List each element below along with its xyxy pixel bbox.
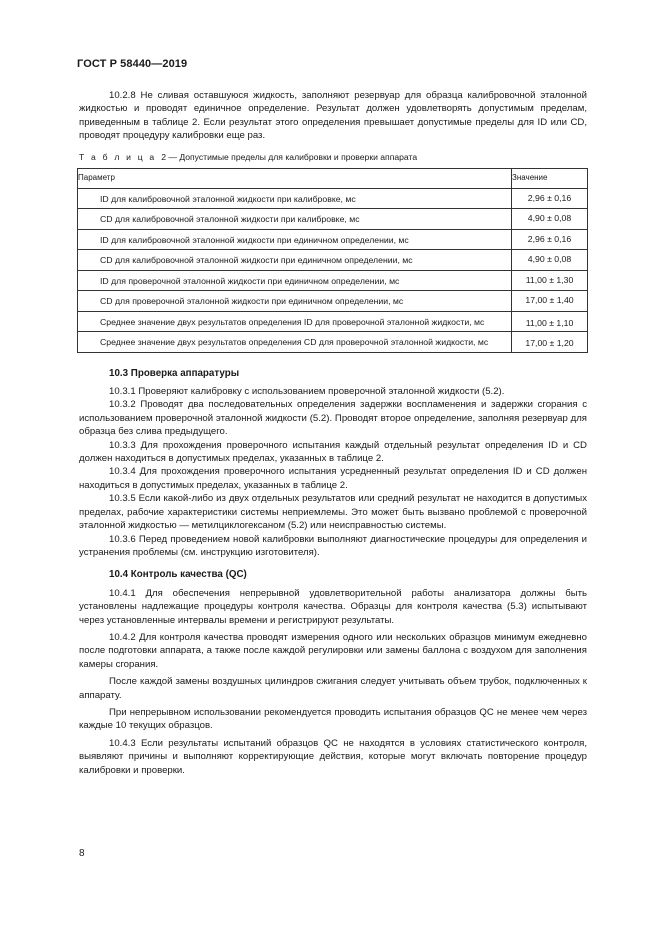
param-cell: Среднее значение двух результатов определения ID для проверочной эталонной жидкости, мс: [78, 311, 512, 332]
page-number: 8: [79, 848, 85, 859]
param-cell: CD для калибровочной эталонной жидкости при калибровке, мс: [78, 209, 512, 230]
table-caption-text: 2 — Допустимые пределы для калибровки и проверки аппарата: [161, 151, 418, 162]
table-row: [78, 270, 588, 291]
param-cell: ID для калибровочной эталонной жидкости при калибровке, мс: [78, 188, 512, 209]
table-row: [78, 311, 588, 332]
paragraph-10-3-1: 10.3.1 Проверяют калибровку с использованием проверочной эталонной жидкости (5.2).: [109, 386, 505, 398]
param-cell: Среднее значение двух результатов определения CD для проверочной эталонной жидкости, мс: [78, 332, 512, 353]
table-header-row: [78, 168, 588, 188]
paragraph-10-3-2: 10.3.2 Проводят два последовательных определения задержки воспламенения и задержки сгорания с использованием проверочной эталонной жидкости (5.2). Проводят второе определение, заполняя резервуар для образца без слива предыдущего.: [79, 399, 587, 438]
table-row: [78, 209, 588, 230]
paragraph-10-4-3: 10.4.3 Если результаты испытаний образцов QC не находятся в условиях статистического контроля, выявляют причины и выполняют корректирующие действия, которые могут включать повторение процедур калибровки и проверки.: [79, 737, 587, 776]
value-cell: 4,90 ± 0,08: [512, 209, 588, 230]
limits-table: [77, 168, 588, 353]
table-caption-label: Т а б л и ц а: [79, 151, 157, 162]
document-header: ГОСТ Р 58440—2019: [77, 58, 188, 70]
paragraph-10-4-1: 10.4.1 Для обеспечения непрерывной удовлетворительной работы анализатора должны быть установлены надлежащие процедуры контроля качества. Образцы для контроля качества (5.3) испытывают через установленные интервалы времени и регистрируют результаты.: [79, 587, 587, 626]
table-caption: [79, 151, 587, 163]
table-row: [78, 188, 588, 209]
value-cell: 17,00 ± 1,40: [512, 291, 588, 312]
table-row: [78, 332, 588, 353]
paragraph-10-3-4: 10.3.4 Для прохождения проверочного испытания усредненный результат определения ID и CD должен находиться в допустимых пределах, указанных в таблице 2.: [79, 466, 587, 491]
value-cell: 4,90 ± 0,08: [512, 250, 588, 271]
section-heading-10-4: 10.4 Контроль качества (QC): [109, 569, 247, 581]
param-cell: CD для калибровочной эталонной жидкости при единичном определении, мс: [78, 250, 512, 271]
paragraph-10-2-8: 10.2.8 Не сливая оставшуюся жидкость, заполняют резервуар для образца калибровочной эталонной жидкостью и проводят единичное определение. Результат должен удовлетворять допустимым пределам, приведенным в таблице 2. Если результат этого определения превышает допустимые пределы для ID или CD, проводят процедуру калибровки еще раз.: [79, 90, 587, 142]
paragraph-10-3-5: 10.3.5 Если какой-либо из двух отдельных результатов или средний результат не находится в допустимых пределах, рабочие характеристики системы неприемлемы. Это может быть вызвано проблемой с проверочной эталонной жидкостью — метилциклогексаном (5.2) или неисправностью системы.: [79, 493, 587, 532]
value-cell: 2,96 ± 0,16: [512, 229, 588, 250]
value-cell: 11,00 ± 1,30: [512, 270, 588, 291]
document-body: [79, 89, 587, 777]
table-row: [78, 229, 588, 250]
section-heading-10-3: 10.3 Проверка аппаратуры: [109, 367, 240, 379]
param-cell: CD для проверочной эталонной жидкости при единичном определении, мс: [78, 291, 512, 312]
header-param: Параметр: [78, 168, 512, 188]
paragraph-continuous-use: При непрерывном использовании рекомендуется проводить испытания образцов QC не менее чем через каждые 10 текущих образцов.: [79, 706, 587, 732]
paragraph-10-3-3: 10.3.3 Для прохождения проверочного испытания каждый отдельный результат определения ID и CD должен находиться в допустимых пределах, указанных в таблице 2.: [79, 439, 587, 465]
paragraph-10-3-6: 10.3.6 Перед проведением новой калибровки выполняют диагностические процедуры для определения и устранения проблемы (см. инструкцию изготовителя).: [79, 533, 587, 558]
param-cell: ID для калибровочной эталонной жидкости при единичном определении, мс: [78, 229, 512, 250]
value-cell: 11,00 ± 1,10: [512, 311, 588, 332]
paragraph-air-cylinders: После каждой замены воздушных цилиндров сжигания следует учитывать объем трубок, подключенных к аппарату.: [79, 676, 587, 701]
paragraph-10-4-2: 10.4.2 Для контроля качества проводят измерения одного или нескольких образцов минимум ежедневно после подготовки аппарата, а также после каждой регулировки или замены баллона с воздухом для заполнения камеры сгорания.: [79, 631, 587, 670]
header-value: Значение: [512, 168, 588, 188]
value-cell: 2,96 ± 0,16: [512, 188, 588, 209]
table-row: [78, 291, 588, 312]
table-row: [78, 250, 588, 271]
value-cell: 17,00 ± 1,20: [512, 332, 588, 353]
param-cell: ID для проверочной эталонной жидкости при единичном определении, мс: [78, 270, 512, 291]
